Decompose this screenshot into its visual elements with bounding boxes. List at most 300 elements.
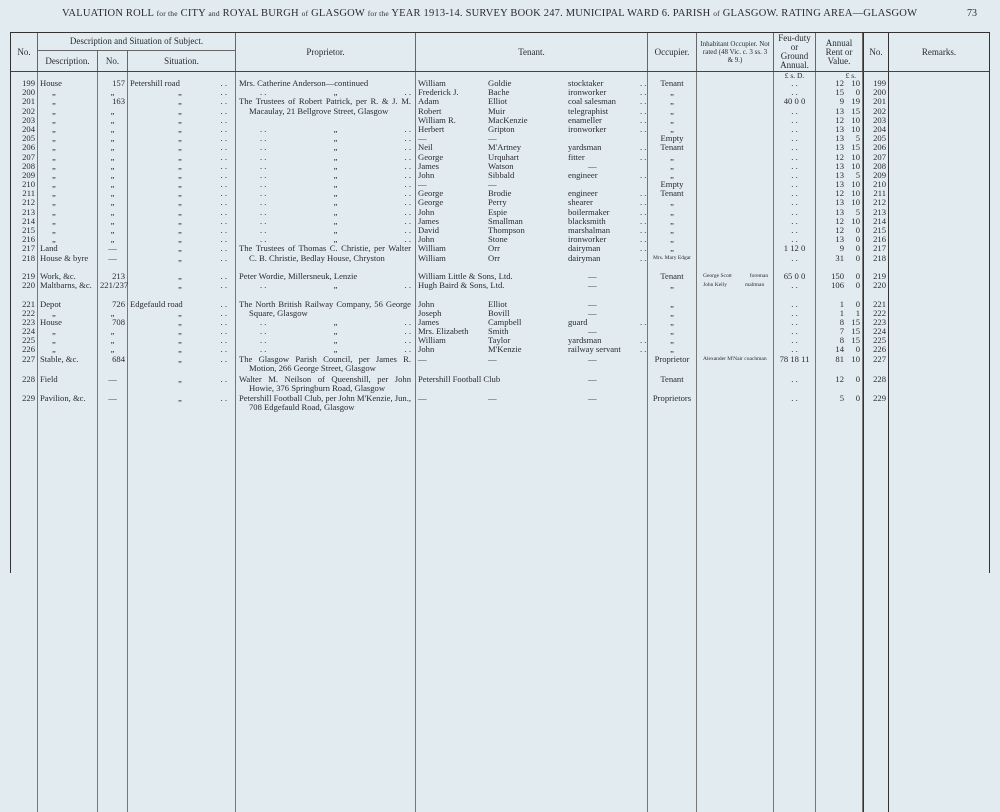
row-number-right: 222 — [863, 309, 889, 318]
situation — [128, 162, 236, 171]
proprietor-text: The North British Railway Company, 56 George Square, Glasgow — [239, 298, 411, 318]
inhabitant-occupier — [697, 180, 774, 189]
description: „ — [38, 162, 98, 171]
tenant-occupation: ironworker — [568, 87, 607, 98]
ditto-mark: „ — [333, 151, 338, 162]
feu-duty: . . — [774, 217, 816, 226]
inhabitant-occupier — [697, 394, 774, 412]
leader-dots: . . — [220, 96, 227, 107]
remarks — [889, 235, 989, 244]
rent-shillings: 0 — [855, 234, 860, 245]
situation — [128, 143, 236, 152]
situation-text: „ — [178, 123, 182, 134]
occupier: „ — [648, 327, 697, 336]
leader-dots: . . — [260, 123, 267, 134]
street-number: 157 — [98, 79, 128, 88]
tenant-surname: Sibbald — [488, 169, 515, 180]
occupier: Tenant — [648, 272, 697, 281]
remarks — [889, 88, 989, 97]
inhabitant-occupier — [697, 300, 774, 309]
tenant-first-name: William — [418, 335, 446, 346]
rent-shillings: 10 — [851, 78, 860, 88]
rent-pounds: 9 — [839, 243, 844, 254]
tenant-first-name: James — [418, 316, 440, 327]
feu-duty: . . — [774, 336, 816, 345]
tenant-occupation: enameller — [568, 114, 602, 125]
tenant-occupation: blacksmith — [568, 215, 606, 226]
tenant-surname: Gripton — [488, 123, 515, 134]
leader-dots: . . — [260, 326, 267, 337]
remarks — [889, 217, 989, 226]
street-number: „ — [98, 180, 128, 189]
leader-dots: . . — [220, 151, 227, 162]
leader-dots: . . — [220, 179, 227, 190]
row-number: 200 — [11, 88, 38, 97]
rent-pounds: 12 — [835, 151, 844, 162]
rent-shillings: 1 — [855, 307, 860, 318]
street-number: „ — [98, 235, 128, 244]
situation-text: „ — [178, 243, 182, 254]
description: „ — [38, 309, 98, 318]
inhabitant-occupier — [697, 327, 774, 336]
tenant-first-name: Joseph — [418, 307, 442, 318]
street-number: „ — [98, 309, 128, 318]
table-body — [11, 79, 989, 412]
street-number: „ — [98, 143, 128, 152]
situation — [128, 318, 236, 327]
inhabitant-occupier — [697, 226, 774, 235]
tenant — [416, 300, 648, 309]
row-number-right: 223 — [863, 318, 889, 327]
situation — [128, 281, 236, 299]
row-number-right: 204 — [863, 125, 889, 134]
rent-pounds: 12 — [835, 78, 844, 88]
leader-dots: . . — [220, 280, 227, 291]
leader-dots: . . — [404, 188, 411, 199]
rent-pounds: 81 — [835, 353, 844, 364]
leader-dots: . . — [640, 123, 647, 134]
remarks — [889, 244, 989, 253]
row-number-right: 217 — [863, 244, 889, 253]
situation — [128, 235, 236, 244]
tenant-first-name: James — [418, 215, 440, 226]
rent-pounds: 15 — [835, 87, 844, 98]
situation-text: „ — [178, 392, 182, 403]
ditto-mark: „ — [333, 188, 338, 199]
row-number-right: 220 — [863, 281, 889, 299]
remarks — [889, 226, 989, 235]
row-number: 217 — [11, 244, 38, 253]
remarks — [889, 281, 989, 299]
street-number: „ — [98, 88, 128, 97]
leader-dots: . . — [404, 197, 411, 208]
row-number-right: 203 — [863, 116, 889, 125]
tenant-first-name: — — [418, 392, 427, 403]
rent-pounds: 12 — [835, 188, 844, 199]
feu-units: £ s. D. — [774, 72, 816, 79]
inhabitant-occupier — [697, 79, 774, 88]
tenant-surname: — — [488, 392, 497, 403]
leader-dots: . . — [640, 188, 647, 199]
description: Land — [38, 244, 98, 253]
tenant-occupation: — — [588, 326, 597, 337]
col-inhabitant: Inhabitant Occupier. Not rated (48 Vic. c. 3 ss. 3 & 9.) — [697, 33, 774, 71]
remarks — [889, 97, 989, 106]
leader-dots: . . — [220, 270, 227, 281]
table-row — [11, 254, 989, 272]
rent-units: £ s. — [816, 72, 863, 79]
inhabitant-occupier — [697, 235, 774, 244]
leader-dots: . . — [260, 335, 267, 346]
occupier: „ — [648, 300, 697, 309]
proprietor-text: Petershill Football Club, per John M'Kenzie, Jun., 708 Edgefauld Road, Glasgow — [239, 392, 411, 412]
tenant-surname: M'Kenzie — [488, 344, 522, 355]
situation — [128, 327, 236, 336]
tenant-firm: Petershill Football Club — [418, 374, 501, 385]
leader-dots: . . — [404, 142, 411, 153]
row-number: 227 — [11, 355, 38, 376]
tenant-surname: — — [488, 133, 497, 144]
rent-pounds: 13 — [835, 169, 844, 180]
situation — [128, 171, 236, 180]
row-number: 202 — [11, 107, 38, 116]
description: „ — [38, 189, 98, 198]
tenant-first-name: Mrs. Elizabeth — [418, 326, 469, 337]
row-number: 210 — [11, 180, 38, 189]
occupier: „ — [648, 97, 697, 106]
proprietor — [236, 96, 416, 116]
tenant-first-name: George — [418, 188, 444, 199]
inhabitant-occupier — [697, 97, 774, 106]
table-row — [11, 375, 989, 393]
tenant — [416, 345, 648, 354]
situation-text: „ — [178, 234, 182, 245]
feu-duty: . . — [774, 208, 816, 217]
leader-dots: . . — [260, 179, 267, 190]
inhabitant-occupier — [697, 244, 774, 253]
feu-duty: . . — [774, 143, 816, 152]
tenant-occupation: stocktaker — [568, 78, 604, 88]
tenant-occupation: coal salesman — [568, 96, 616, 107]
tenant-first-name: William — [418, 243, 446, 254]
row-number-right: 212 — [863, 198, 889, 207]
tenant-occupation: — — [588, 160, 597, 171]
situation-text: „ — [178, 114, 182, 125]
row-number: 228 — [11, 375, 38, 393]
leader-dots: . . — [640, 151, 647, 162]
street-number: „ — [98, 336, 128, 345]
situation-text: „ — [178, 225, 182, 235]
leader-dots: . . — [220, 344, 227, 355]
tenant-surname: Elliot — [488, 96, 508, 107]
rent-pounds: 9 — [839, 96, 844, 107]
occupier: „ — [648, 153, 697, 162]
rent-pounds: 13 — [835, 142, 844, 153]
leader-dots: . . — [404, 133, 411, 144]
tenant — [416, 327, 648, 336]
description: „ — [38, 125, 98, 134]
inhabitant-occupier — [697, 318, 774, 327]
inhabitant-occupier — [697, 125, 774, 134]
situation-text: „ — [178, 105, 182, 116]
page-title: VALUATION ROLL for the CITY and ROYAL BURGH of GLASGOW for the YEAR 1913-14. SURVEY BOOK 247. MUNICIPAL WARD 6. PARISH of GLASGOW. RATING AREA—GLASGOW — [62, 8, 918, 19]
tenant — [416, 254, 648, 272]
remarks — [889, 272, 989, 281]
tenant — [416, 125, 648, 134]
tenant-first-name: Frederick J. — [418, 87, 459, 98]
tenant — [416, 355, 648, 376]
rent-shillings: 15 — [851, 316, 860, 327]
feu-duty: . . — [774, 88, 816, 97]
tenant — [416, 281, 648, 299]
leader-dots: . . — [640, 215, 647, 226]
inhabitant-occupier — [697, 107, 774, 116]
leader-dots: . . — [640, 142, 647, 153]
situation — [128, 217, 236, 226]
rent-shillings: 0 — [855, 243, 860, 254]
street-number: „ — [98, 226, 128, 235]
row-number-right: 200 — [863, 88, 889, 97]
leader-dots: . . — [404, 344, 411, 355]
leader-dots: . . — [220, 307, 227, 318]
situation — [128, 244, 236, 253]
ditto-mark: „ — [333, 335, 338, 346]
tenant-surname: M'Artney — [488, 142, 522, 153]
street-number: — — [98, 375, 128, 393]
row-number: 226 — [11, 345, 38, 354]
leader-dots: . . — [260, 225, 267, 235]
occupier: „ — [648, 198, 697, 207]
inhabitant-name: Alexander M'Nair coachman — [703, 355, 767, 362]
leader-dots: . . — [640, 234, 647, 245]
leader-dots: . . — [640, 335, 647, 346]
tenant-surname: Bache — [488, 87, 510, 98]
occupier: „ — [648, 107, 697, 116]
leader-dots: . . — [220, 87, 227, 98]
row-number-right: 213 — [863, 208, 889, 217]
remarks — [889, 300, 989, 309]
tenant-occupation: — — [588, 298, 597, 309]
situation-text: „ — [178, 280, 182, 291]
description: „ — [38, 107, 98, 116]
situation — [128, 88, 236, 97]
occupier: „ — [648, 125, 697, 134]
col-number: No. — [98, 51, 128, 71]
leader-dots: . . — [640, 114, 647, 125]
inhabitant-occupier — [697, 143, 774, 152]
situation-text: „ — [178, 197, 182, 208]
tenant-occupation: yardsman — [568, 335, 602, 346]
occupier: „ — [648, 235, 697, 244]
occupier: „ — [648, 309, 697, 318]
proprietor-text: The Glasgow Parish Council, per James R. Motion, 266 George Street, Glasgow — [239, 353, 411, 373]
street-number: „ — [98, 134, 128, 143]
row-number: 213 — [11, 208, 38, 217]
tenant-first-name: Herbert — [418, 123, 445, 134]
rent-shillings: 10 — [851, 151, 860, 162]
leader-dots: . . — [220, 215, 227, 226]
tenant-first-name: William — [418, 252, 446, 263]
situation-text: „ — [178, 160, 182, 171]
row-number: 218 — [11, 254, 38, 272]
leader-dots: . . — [640, 206, 647, 217]
rent-shillings: 10 — [851, 197, 860, 208]
feu-duty: . . — [774, 281, 816, 299]
remarks — [889, 79, 989, 88]
description: „ — [38, 198, 98, 207]
leader-dots: . . — [640, 316, 647, 327]
tenant-occupation: marshalman — [568, 225, 610, 235]
occupier: Empty — [648, 134, 697, 143]
rent-shillings: 5 — [855, 206, 860, 217]
ditto-mark: „ — [333, 206, 338, 217]
description: „ — [38, 143, 98, 152]
inhabitant-occupier — [697, 375, 774, 393]
ditto-mark: „ — [333, 234, 338, 245]
rent-shillings: 15 — [851, 142, 860, 153]
situation — [128, 272, 236, 281]
leader-dots: . . — [220, 374, 227, 385]
street-number: — — [98, 394, 128, 412]
description: „ — [38, 208, 98, 217]
rent-shillings: 10 — [851, 160, 860, 171]
proprietor-text: Walter M. Neilson of Queenshill, per John Howie, 376 Springburn Road, Glasgow — [239, 374, 411, 394]
occupier: „ — [648, 336, 697, 345]
proprietor-text: Peter Wordie, Millersneuk, Lenzie — [239, 270, 358, 281]
row-number: 199 — [11, 79, 38, 88]
row-number: 204 — [11, 125, 38, 134]
rent-shillings: 0 — [855, 225, 860, 235]
situation-text: „ — [178, 206, 182, 217]
tenant-first-name: David — [418, 225, 440, 235]
table-row — [11, 355, 989, 376]
rent-pounds: 8 — [839, 335, 844, 346]
situation-text: „ — [178, 151, 182, 162]
occupier: Tenant — [648, 375, 697, 393]
tenant-surname: Campbell — [488, 316, 522, 327]
table-row — [11, 394, 989, 412]
occupier: „ — [648, 217, 697, 226]
proprietor — [236, 375, 416, 393]
description: „ — [38, 88, 98, 97]
feu-duty: . . — [774, 235, 816, 244]
leader-dots: . . — [404, 234, 411, 245]
row-number-right: 202 — [863, 107, 889, 116]
feu-duty: . . — [774, 162, 816, 171]
leader-dots: . . — [404, 206, 411, 217]
col-situation: Situation. — [128, 51, 236, 71]
rent-shillings: 19 — [851, 96, 860, 107]
col-group-description: Description and Situation of Subject. — [38, 33, 236, 51]
rent-pounds: 13 — [835, 179, 844, 190]
rent-pounds: 13 — [835, 234, 844, 245]
inhabitant-name: George Scott — [703, 272, 732, 279]
leader-dots: . . — [260, 234, 267, 245]
leader-dots: . . — [640, 197, 647, 208]
tenant-surname: Brodie — [488, 188, 512, 199]
annual-rent — [816, 375, 863, 393]
col-remarks: Remarks. — [921, 46, 957, 57]
leader-dots: . . — [260, 151, 267, 162]
ditto-mark: „ — [333, 280, 338, 291]
inhabitant-occupier — [697, 272, 774, 281]
row-number-right: 208 — [863, 162, 889, 171]
street-number: — — [98, 244, 128, 253]
col-feu-duty: Feu-duty or Ground Annual. — [774, 33, 816, 71]
leader-dots: . . — [404, 215, 411, 226]
occupier: „ — [648, 281, 697, 299]
situation-text: „ — [178, 142, 182, 153]
annual-rent — [816, 254, 863, 272]
situation-text: „ — [178, 270, 182, 281]
rent-shillings: 0 — [855, 298, 860, 309]
occupier: „ — [648, 162, 697, 171]
row-number: 214 — [11, 217, 38, 226]
tenant — [416, 153, 648, 162]
feu-duty: . . — [774, 189, 816, 198]
row-number-right: 224 — [863, 327, 889, 336]
proprietor — [236, 355, 416, 376]
occupier: „ — [648, 345, 697, 354]
remarks — [889, 318, 989, 327]
tenant-surname: Smith — [488, 326, 509, 337]
leader-dots: . . — [260, 160, 267, 171]
rent-shillings: 15 — [851, 105, 860, 116]
leader-dots: . . — [404, 87, 411, 98]
description: House — [38, 79, 98, 88]
description: „ — [38, 336, 98, 345]
tenant-occupation: — — [588, 280, 597, 291]
situation — [128, 107, 236, 116]
tenant-occupation: guard — [568, 316, 588, 327]
description: „ — [38, 345, 98, 354]
rent-pounds: 106 — [831, 280, 844, 291]
tenant-first-name: George — [418, 197, 444, 208]
proprietor — [236, 281, 416, 299]
occupier: „ — [648, 208, 697, 217]
occupier: Proprietor — [648, 355, 697, 376]
situation-text: „ — [178, 335, 182, 346]
leader-dots: . . — [260, 206, 267, 217]
tenant-firm: William Little & Sons, Ltd. — [418, 270, 513, 281]
row-number: 207 — [11, 153, 38, 162]
leader-dots: . . — [220, 326, 227, 337]
leader-dots: . . — [260, 197, 267, 208]
tenant-first-name: George — [418, 151, 444, 162]
remarks — [889, 345, 989, 354]
leader-dots: . . — [220, 160, 227, 171]
col-tenant: Tenant. — [416, 33, 648, 71]
leader-dots: . . — [404, 179, 411, 190]
row-number-right: 210 — [863, 180, 889, 189]
rent-pounds: 7 — [839, 326, 844, 337]
feu-duty: . . — [774, 254, 816, 272]
occupier: Tenant — [648, 79, 697, 88]
feu-duty: 1 12 0 — [774, 244, 816, 253]
leader-dots: . . — [640, 252, 647, 263]
street-number: 708 — [98, 318, 128, 327]
inhabitant-occupier — [697, 355, 774, 376]
ditto-mark: „ — [333, 133, 338, 144]
leader-dots: . . — [640, 96, 647, 107]
remarks — [889, 171, 989, 180]
tenant-surname: Smallman — [488, 215, 523, 226]
tenant — [416, 217, 648, 226]
tenant-first-name: William R. — [418, 114, 456, 125]
occupier: Empty — [648, 180, 697, 189]
leader-dots: . . — [640, 87, 647, 98]
remarks — [889, 125, 989, 134]
